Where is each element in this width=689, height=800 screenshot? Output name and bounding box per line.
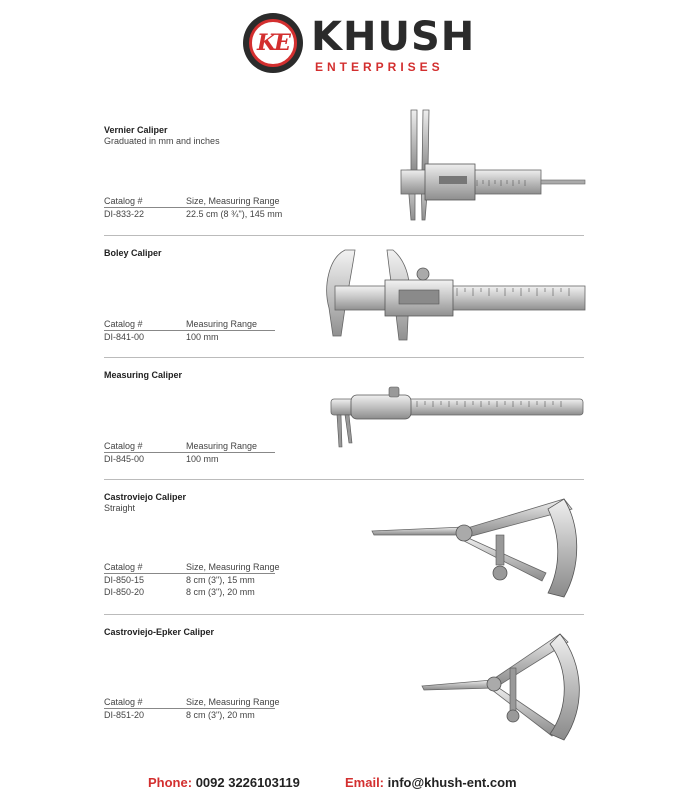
- catalog-number: DI-833-22: [104, 209, 145, 219]
- spec-label: Size, Measuring Range: [186, 562, 280, 572]
- logo-emblem: [243, 13, 303, 73]
- product-title: Boley Caliper: [104, 248, 162, 258]
- catalog-spec: 8 cm (3"), 15 mm: [186, 575, 255, 585]
- catalog-header: [104, 697, 280, 709]
- product-title: Vernier Caliper: [104, 125, 168, 135]
- catalog-label: Catalog #: [104, 441, 143, 451]
- catalog-row: [104, 587, 255, 597]
- product-title: Castroviejo Caliper: [104, 492, 187, 502]
- catalog-spec: 8 cm (3"), 20 mm: [186, 710, 255, 720]
- catalog-row: [104, 575, 255, 585]
- email-address[interactable]: info@khush-ent.com: [387, 775, 517, 790]
- catalog-header: [104, 562, 280, 574]
- spec-label: Size, Measuring Range: [186, 196, 280, 206]
- catalog-spec: 22.5 cm (8 ¾"), 145 mm: [186, 209, 283, 219]
- product-title: Measuring Caliper: [104, 370, 183, 380]
- catalog-row: [104, 454, 219, 464]
- phone-number[interactable]: 0092 3226103119: [195, 775, 300, 790]
- catalog-header: [104, 441, 275, 453]
- catalog-label: Catalog #: [104, 196, 143, 206]
- catalog-row: [104, 710, 255, 720]
- catalog-spec: 100 mm: [186, 332, 219, 342]
- product-subtitle: Straight: [104, 503, 136, 513]
- brand-name: KHUSH: [311, 14, 476, 60]
- catalog-number: DI-850-20: [104, 587, 145, 597]
- catalog-label: Catalog #: [104, 562, 143, 572]
- section-divider: [104, 357, 584, 358]
- section-divider: [104, 235, 584, 236]
- catalog-label: Catalog #: [104, 697, 143, 707]
- vernier-caliper-icon: [395, 108, 595, 226]
- boley-caliper-icon: [315, 246, 590, 350]
- catalog-spec: 100 mm: [186, 454, 219, 464]
- product-subtitle: Graduated in mm and inches: [104, 136, 220, 146]
- catalog-row: [104, 332, 219, 342]
- product-title: Castroviejo-Epker Caliper: [104, 627, 215, 637]
- brand-tagline: ENTERPRISES: [315, 60, 444, 74]
- spec-label: Measuring Range: [186, 441, 258, 451]
- catalog-header: [104, 319, 275, 331]
- catalog-label: Catalog #: [104, 319, 143, 329]
- footer-email: [345, 775, 517, 790]
- catalog-header: [104, 196, 280, 208]
- catalog-number: DI-850-15: [104, 575, 145, 585]
- footer-phone: [148, 775, 300, 790]
- catalog-number: DI-851-20: [104, 710, 145, 720]
- brand-logo: [243, 13, 476, 77]
- email-label: Email:: [345, 775, 385, 790]
- spec-label: Measuring Range: [186, 319, 258, 329]
- catalog-number: DI-845-00: [104, 454, 145, 464]
- measuring-caliper-icon: [325, 385, 590, 455]
- catalog-number: DI-841-00: [104, 332, 145, 342]
- castroviejo-caliper-icon: [368, 495, 588, 603]
- spec-label: Size, Measuring Range: [186, 697, 280, 707]
- logo-monogram: KE: [249, 19, 297, 67]
- phone-label: Phone:: [148, 775, 193, 790]
- section-divider: [104, 614, 584, 615]
- castroviejo-epker-caliper-icon: [418, 628, 590, 746]
- catalog-spec: 8 cm (3"), 20 mm: [186, 587, 255, 597]
- section-divider: [104, 479, 584, 480]
- catalog-row: [104, 209, 282, 219]
